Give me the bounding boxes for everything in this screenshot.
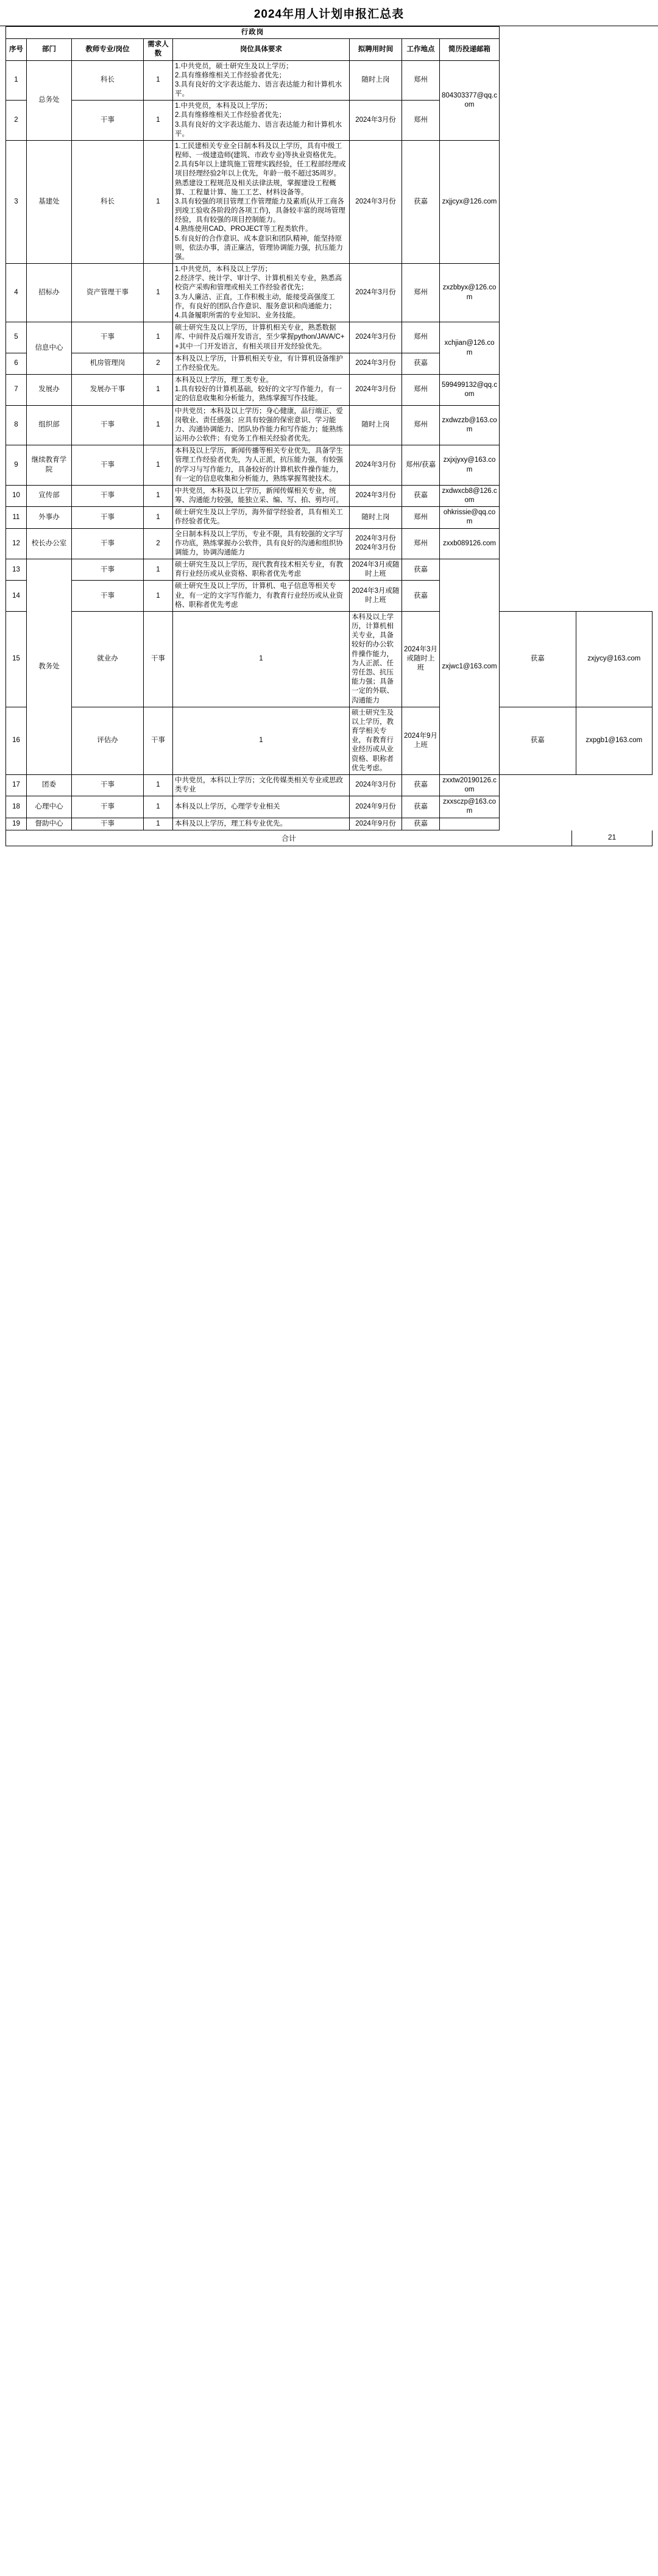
row-headcount: 1 <box>144 507 173 528</box>
row-seq: 8 <box>6 405 27 445</box>
row-hire-time: 2024年3月或随时上班 <box>350 559 402 581</box>
row-seq: 9 <box>6 445 27 486</box>
row-seq: 5 <box>6 322 27 353</box>
row-seq: 11 <box>6 507 27 528</box>
row-requirements: 本科及以上学历，理工科专业优先。 <box>173 818 350 830</box>
table-row <box>6 611 653 707</box>
row-major-position: 科长 <box>72 140 144 263</box>
row-work-location: 郑州 <box>402 507 440 528</box>
table-row <box>6 353 653 374</box>
row-resume-email: zxjwc1@163.com <box>440 559 500 775</box>
row-hire-time: 2024年3月份 <box>350 485 402 506</box>
row-headcount: 1 <box>173 611 350 707</box>
row-major-position: 干事 <box>72 507 144 528</box>
row-requirements: 中共党员；本科及以上学历；身心健康，品行端正、爱岗敬业、责任感强；应具有较强的保密意识、学习能力、沟通协调能力、团队协作能力和写作能力；能熟练运用办公软件；有党务工作相关经验者优先。 <box>173 405 350 445</box>
row-major-position: 干事 <box>144 707 173 774</box>
table-row <box>6 559 653 581</box>
row-headcount: 1 <box>144 485 173 506</box>
row-department: 校长办公室 <box>27 528 72 559</box>
row-work-location: 获嘉 <box>402 581 440 612</box>
row-department: 招标办 <box>27 264 72 322</box>
row-headcount: 1 <box>144 322 173 353</box>
table-row <box>6 818 653 830</box>
row-requirements: 本科及以上学历，心理学专业相关 <box>173 796 350 818</box>
row-department: 督助中心 <box>27 818 72 830</box>
row-hire-time: 2024年3月份 <box>350 101 402 141</box>
row-headcount: 1 <box>144 445 173 486</box>
row-work-location: 郑州 <box>402 322 440 353</box>
table-row <box>6 140 653 263</box>
table-row <box>6 581 653 612</box>
row-department: 心理中心 <box>27 796 72 818</box>
col-header-loc: 工作地点 <box>402 39 440 60</box>
row-major-position: 干事 <box>72 101 144 141</box>
row-resume-email: 599499132@qq.com <box>440 375 500 406</box>
table-header-row <box>6 39 653 60</box>
row-department: 基建处 <box>27 140 72 263</box>
row-seq: 18 <box>6 796 27 818</box>
row-major-position: 干事 <box>72 774 144 796</box>
row-seq: 19 <box>6 818 27 830</box>
table-row <box>6 60 653 101</box>
section-header-row <box>6 27 653 39</box>
row-major-position: 干事 <box>144 611 173 707</box>
row-hire-time: 2024年3月份 <box>350 353 402 374</box>
col-header-num: 需求人数 <box>144 39 173 60</box>
row-requirements: 1.中共党员，本科及以上学历； 2.具有维修维相关工作经验者优先； 3.具有良好的文字表达能力、语言表达能力和计算机水平。 <box>173 101 350 141</box>
row-hire-time: 2024年3月份 <box>350 774 402 796</box>
row-seq: 15 <box>6 611 27 707</box>
row-work-location: 郑州 <box>402 405 440 445</box>
row-major-position: 干事 <box>72 445 144 486</box>
row-seq: 16 <box>6 707 27 774</box>
row-headcount: 2 <box>144 528 173 559</box>
row-hire-time: 2024年9月份 <box>350 818 402 830</box>
row-requirements: 本科及以上学历，计算机相关专业，有计算机设备维护工作经验优先。 <box>173 353 350 374</box>
row-seq: 13 <box>6 559 27 581</box>
row-department: 就业办 <box>72 611 144 707</box>
row-seq: 4 <box>6 264 27 322</box>
row-work-location: 郑州 <box>402 60 440 101</box>
row-seq: 10 <box>6 485 27 506</box>
row-seq: 17 <box>6 774 27 796</box>
table-row <box>6 405 653 445</box>
row-headcount: 2 <box>144 353 173 374</box>
row-requirements: 硕士研究生及以上学历，计算机相关专业，熟悉数据库、中间件及后端开发语言，至少掌握python/JAVA/C++其中一门开发语言，有相关项目开发经验优先。 <box>173 322 350 353</box>
row-major-position: 干事 <box>72 559 144 581</box>
row-headcount: 1 <box>144 101 173 141</box>
row-department: 总务处 <box>27 60 72 140</box>
row-major-position: 资产管理干事 <box>72 264 144 322</box>
row-requirements: 硕士研究生及以上学历，计算机、电子信息等相关专业，有一定的文字写作能力，有教育行业经历或从业资格、职称者优先考虑 <box>173 581 350 612</box>
row-resume-email: zxjycy@163.com <box>576 611 653 707</box>
row-department: 团委 <box>27 774 72 796</box>
row-requirements: 1.中共党员，硕士研究生及以上学历； 2.具有维修维相关工作经验者优先； 3.具有良好的文字表达能力、语言表达能力和计算机水平。 <box>173 60 350 101</box>
row-resume-email: 804303377@qq.com <box>440 60 500 140</box>
row-hire-time: 2024年9月份 <box>350 796 402 818</box>
table-row <box>6 264 653 322</box>
table-row <box>6 375 653 406</box>
row-major-position: 干事 <box>72 322 144 353</box>
row-resume-email <box>440 818 500 830</box>
row-work-location: 获嘉 <box>402 559 440 581</box>
row-headcount: 1 <box>173 707 350 774</box>
row-headcount: 1 <box>144 559 173 581</box>
row-headcount: 1 <box>144 405 173 445</box>
row-work-location: 获嘉 <box>402 818 440 830</box>
page-title: 2024年用人计划申报汇总表 <box>0 0 658 26</box>
row-headcount: 1 <box>144 264 173 322</box>
col-header-dept: 部门 <box>27 39 72 60</box>
row-hire-time: 随时上岗 <box>350 507 402 528</box>
row-major-position: 干事 <box>72 796 144 818</box>
row-hire-time: 随时上岗 <box>350 405 402 445</box>
row-resume-email: zxzbbyx@126.com <box>440 264 500 322</box>
row-department: 宣传部 <box>27 485 72 506</box>
table-row <box>6 322 653 353</box>
row-headcount: 1 <box>144 774 173 796</box>
row-requirements: 本科及以上学历，理工类专业。 1.具有较好的计算机基础，较好的文字写作能力，有一定的信息收集和分析能力，熟练掌握写作技能。 <box>173 375 350 406</box>
footer-total-label: 合计 <box>6 830 572 846</box>
row-major-position: 发展办干事 <box>72 375 144 406</box>
row-seq: 2 <box>6 101 27 141</box>
table-row <box>6 796 653 818</box>
row-department: 组织部 <box>27 405 72 445</box>
row-work-location: 郑州 <box>402 528 440 559</box>
row-resume-email: zxxtw20190126.com <box>440 774 500 796</box>
row-resume-email: zxjxjyxy@163.com <box>440 445 500 486</box>
row-work-location: 郑州/获嘉 <box>402 445 440 486</box>
row-headcount: 1 <box>144 581 173 612</box>
row-major-position: 干事 <box>72 528 144 559</box>
row-seq: 12 <box>6 528 27 559</box>
row-resume-email: zxxb089126.com <box>440 528 500 559</box>
row-requirements: 1.中共党员，本科及以上学历； 2.经济学、统计学、审计学、计算机相关专业，熟悉高校资产采购和管理或相关工作经验者优先； 3.为人廉洁、正直，工作积极主动，能接受高强度工作，有良好的团队合作意识、服务意识和尚通能力； 4.具备履职所需的专业知识、业务技能。 <box>173 264 350 322</box>
row-requirements: 硕士研究生及以上学历，海外留学经验者，具有相关工作经验者优先。 <box>173 507 350 528</box>
row-major-position: 干事 <box>72 405 144 445</box>
row-requirements: 本科及以上学历，新闻传播等相关专业优先，具备学生管理工作经验者优先，为人正派，抗压能力强，有较强的学习与写作能力，具备较好的计算机软件操作能力，有一定的信息收集和分析能力，熟练掌握驾驶技术。 <box>173 445 350 486</box>
row-headcount: 1 <box>144 140 173 263</box>
row-seq: 3 <box>6 140 27 263</box>
row-work-location: 获嘉 <box>402 485 440 506</box>
table-row <box>6 485 653 506</box>
table-footer <box>5 830 653 846</box>
table-row <box>6 774 653 796</box>
row-work-location: 获嘉 <box>402 140 440 263</box>
row-seq: 6 <box>6 353 27 374</box>
row-department: 外事办 <box>27 507 72 528</box>
col-header-major: 教师专业/岗位 <box>72 39 144 60</box>
row-hire-time: 2024年9月上班 <box>402 707 440 774</box>
row-department: 教务处 <box>27 559 72 775</box>
row-resume-email: zxdwxcb8@126.com <box>440 485 500 506</box>
row-hire-time: 2024年3月份 <box>350 445 402 486</box>
section-title: 行政岗 <box>6 27 500 39</box>
row-requirements: 硕士研究生及以上学历，教育学相关专业，有教育行业经历或从业资格、职称者优先考虑。 <box>350 707 402 774</box>
row-headcount: 1 <box>144 818 173 830</box>
row-work-location: 郑州 <box>402 101 440 141</box>
row-hire-time: 2024年3月份 <box>350 375 402 406</box>
col-header-seq: 序号 <box>6 39 27 60</box>
row-work-location: 获嘉 <box>500 611 576 707</box>
col-header-time: 拟聘用时间 <box>350 39 402 60</box>
row-major-position: 干事 <box>72 818 144 830</box>
row-hire-time: 随时上岗 <box>350 60 402 101</box>
row-headcount: 1 <box>144 60 173 101</box>
row-major-position: 机房管理岗 <box>72 353 144 374</box>
table-row <box>6 101 653 141</box>
row-work-location: 获嘉 <box>402 353 440 374</box>
row-work-location: 获嘉 <box>402 774 440 796</box>
table-row <box>6 528 653 559</box>
row-department: 评估办 <box>72 707 144 774</box>
row-hire-time: 2024年3月或随时上班 <box>402 611 440 707</box>
table-row <box>6 507 653 528</box>
col-header-mail: 简历投递邮箱 <box>440 39 500 60</box>
row-department: 信息中心 <box>27 322 72 375</box>
row-resume-email: zxjjcyx@126.com <box>440 140 500 263</box>
row-work-location: 郑州 <box>402 375 440 406</box>
row-resume-email: zxdwzzb@163.com <box>440 405 500 445</box>
row-work-location: 获嘉 <box>402 796 440 818</box>
row-headcount: 1 <box>144 375 173 406</box>
row-resume-email: zxpgb1@163.com <box>576 707 653 774</box>
recruitment-table <box>5 26 653 830</box>
row-requirements: 1.工民建相关专业全日制本科及以上学历，具有中级工程师、一级建造师(建筑、市政专业)等执业资格优先。 2.具有5年以上建筑施工管理实践经验，任工程部经理或项目经理经验2年以上优先，年龄一般不超过35周岁。熟悉建设工程规范及相关法律法规，掌握建设工程概算、工程量计算、施工工艺、材料设备等。 3.具有较强的项目管理工作管理能力及素质(从开工商各到竣工验收各阶段的各项工作)，具备较丰富的现场管理经验，具有较强的项目控制能力。 4.熟练使用CAD、PROJECT等工程类软件。 5.有良好的合作意识、成本意识和团队精神，能坚持原则，依法办事，清正廉洁，管理协调能力强，抗压能力强。 <box>173 140 350 263</box>
row-major-position: 干事 <box>72 485 144 506</box>
table-row <box>6 707 653 774</box>
footer-total-value: 21 <box>607 832 617 841</box>
col-header-req: 岗位具体要求 <box>173 39 350 60</box>
row-resume-email: xchjian@126.com <box>440 322 500 375</box>
table-body <box>6 60 653 830</box>
row-hire-time: 2024年3月份 2024年3月份 <box>350 528 402 559</box>
row-major-position: 科长 <box>72 60 144 101</box>
row-work-location: 郑州 <box>402 264 440 322</box>
row-headcount: 1 <box>144 796 173 818</box>
row-hire-time: 2024年3月份 <box>350 264 402 322</box>
row-seq: 14 <box>6 581 27 612</box>
row-hire-time: 2024年3月份 <box>350 140 402 263</box>
table-row <box>6 445 653 486</box>
row-seq: 1 <box>6 60 27 101</box>
row-department: 发展办 <box>27 375 72 406</box>
row-resume-email: ohkrissie@qq.com <box>440 507 500 528</box>
row-work-location: 获嘉 <box>500 707 576 774</box>
row-seq: 7 <box>6 375 27 406</box>
row-hire-time: 2024年3月份 <box>350 322 402 353</box>
row-requirements: 全日制本科及以上学历，专业不限，具有较强的文字写作功底，熟练掌握办公软件，具有良好的沟通和组织协调能力，协调沟通能力 <box>173 528 350 559</box>
row-resume-email: zxxsczp@163.com <box>440 796 500 818</box>
row-major-position: 干事 <box>72 581 144 612</box>
row-requirements: 中共党员，本科及以上学历，新闻传媒相关专业，统筹、沟通能力较强，能独立采、编、写、拍、剪均可。 <box>173 485 350 506</box>
row-requirements: 中共党员，本科以上学历；文化传媒类相关专业或思政类专业 <box>173 774 350 796</box>
row-hire-time: 2024年3月或随时上班 <box>350 581 402 612</box>
row-requirements: 硕士研究生及以上学历，现代教育技术相关专业，有教育行业经历或从业资格、职称者优先考虑 <box>173 559 350 581</box>
row-department: 继续教育学院 <box>27 445 72 486</box>
row-requirements: 本科及以上学历，计算机相关专业，具备较好的办公软件操作能力，为人正派、任劳任怨、抗压能力强；具备一定的外联、沟通能力 <box>350 611 402 707</box>
